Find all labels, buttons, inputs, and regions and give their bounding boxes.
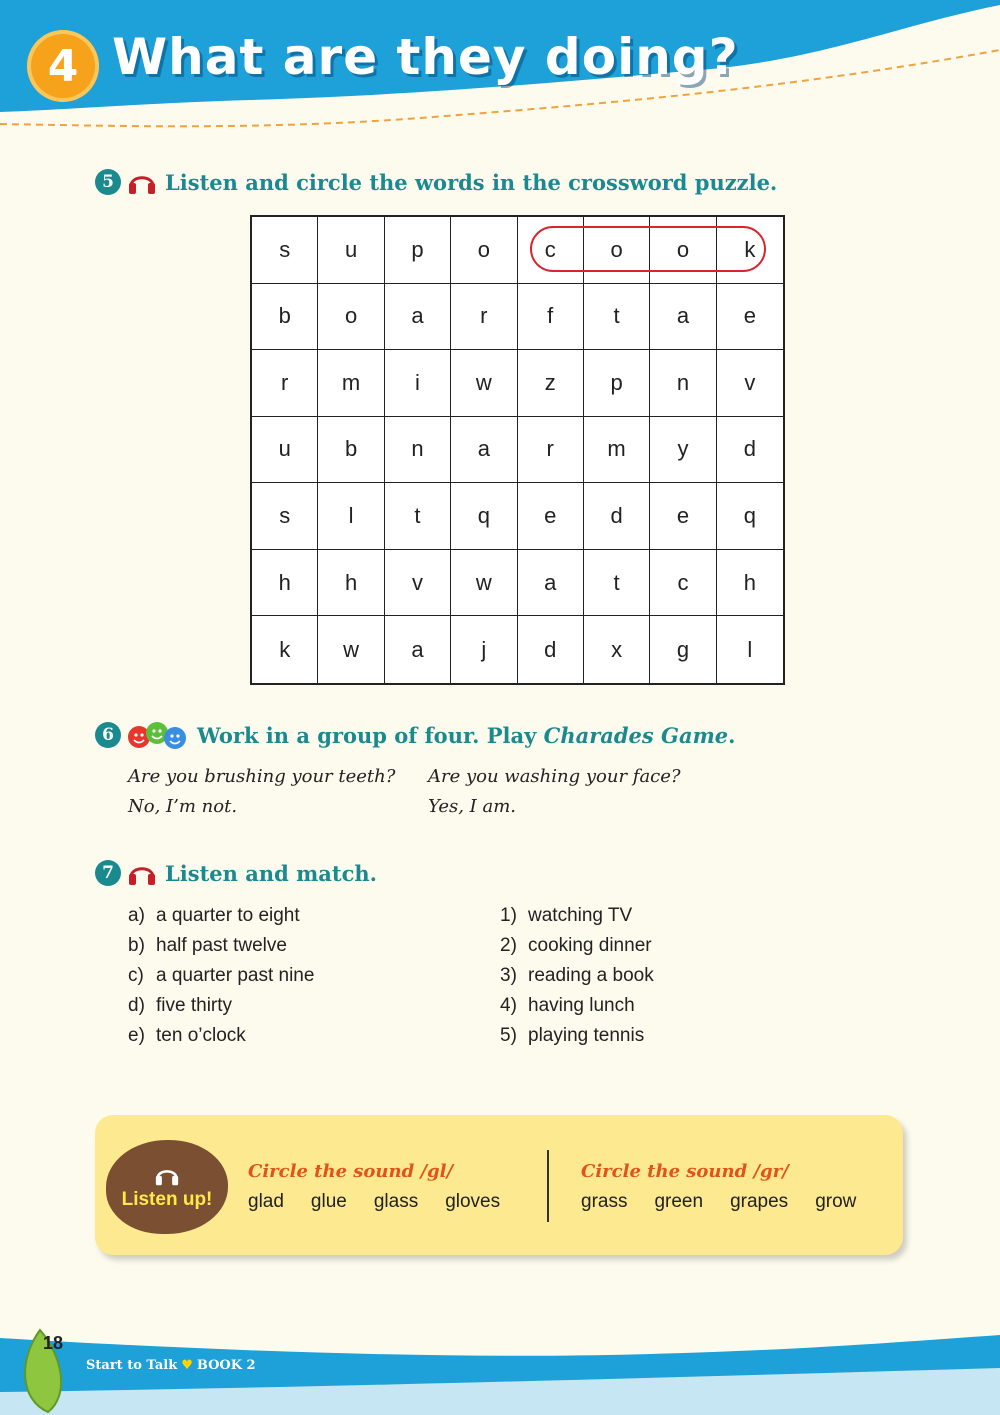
task6-header xyxy=(95,720,735,750)
grid-cell: e xyxy=(518,483,584,550)
grid-cell: k xyxy=(252,616,318,683)
grid-cell: t xyxy=(584,550,650,617)
grid-cell: m xyxy=(318,350,384,417)
grid-cell: g xyxy=(650,616,716,683)
task6-number: 6 xyxy=(95,722,121,748)
match-item: 2) cooking dinner xyxy=(500,935,652,956)
gl-word: gloves xyxy=(445,1191,501,1212)
match-item: a) a quarter to eight xyxy=(128,905,300,926)
grid-cell: v xyxy=(385,550,451,617)
grid-cell: d xyxy=(518,616,584,683)
grid-cell: p xyxy=(385,217,451,284)
grid-cell: r xyxy=(451,284,517,351)
grid-cell: n xyxy=(385,417,451,484)
grid-cell: y xyxy=(650,417,716,484)
grid-cell: i xyxy=(385,350,451,417)
gl-word: glad xyxy=(248,1191,284,1212)
grid-cell: z xyxy=(518,350,584,417)
grid-cell: a xyxy=(650,284,716,351)
grid-cell: m xyxy=(584,417,650,484)
grid-cell: e xyxy=(717,284,783,351)
grid-cell: x xyxy=(584,616,650,683)
match-item: d) five thirty xyxy=(128,995,233,1016)
match-item: 1) watching TV xyxy=(500,905,633,926)
grid-cell: h xyxy=(717,550,783,617)
grid-cell: o xyxy=(650,217,716,284)
task5-header xyxy=(95,168,777,196)
listen-up-badge xyxy=(106,1140,228,1234)
match-item: 4) having lunch xyxy=(500,995,635,1016)
grid-cell: a xyxy=(518,550,584,617)
grid-cell: a xyxy=(385,616,451,683)
dialog-left-question: Are you brushing your teeth? xyxy=(128,766,396,787)
grid-cell: j xyxy=(451,616,517,683)
match-item: 5) playing tennis xyxy=(500,1025,645,1046)
grid-cell: a xyxy=(385,284,451,351)
circled-word-cook xyxy=(530,226,766,272)
gr-word: grapes xyxy=(730,1191,789,1212)
unit-number-badge: 4 xyxy=(27,30,99,102)
grid-cell: c xyxy=(518,217,584,284)
gr-word: grass xyxy=(581,1191,628,1212)
grid-cell: o xyxy=(318,284,384,351)
match-item: b) half past twelve xyxy=(128,935,287,956)
dialog-left xyxy=(128,762,395,822)
grid-cell: h xyxy=(252,550,318,617)
dialog-right xyxy=(428,762,681,822)
grid-cell: u xyxy=(318,217,384,284)
grid-cell: l xyxy=(747,636,753,662)
headphones-icon xyxy=(127,859,157,887)
grid-cell: u xyxy=(252,417,318,484)
task6-instruction-suffix: . xyxy=(728,722,736,748)
grid-cell: a xyxy=(451,417,517,484)
dialog-right-question: Are you washing your face? xyxy=(428,766,681,787)
match-list-activities xyxy=(500,901,654,1051)
grid-cell: w xyxy=(451,550,517,617)
grid-cell: v xyxy=(717,350,783,417)
task5-instruction: Listen and circle the words in the crossword puzzle. xyxy=(165,169,778,195)
gl-word: glass xyxy=(373,1191,419,1212)
gl-heading: Circle the sound /gl/ xyxy=(248,1161,454,1182)
grid-cell: o xyxy=(451,217,517,284)
divider xyxy=(547,1150,549,1222)
dialog-right-answer: Yes, I am. xyxy=(428,796,517,817)
grid-cell: s xyxy=(252,483,318,550)
grid-cell: c xyxy=(650,550,716,617)
page-number: 18 xyxy=(43,1333,64,1353)
grid-cell: o xyxy=(584,217,650,284)
heart-icon: ♥ xyxy=(181,1358,193,1373)
grid-cell: w xyxy=(451,350,517,417)
headphones-icon xyxy=(154,1163,180,1187)
grid-cell: l xyxy=(318,483,384,550)
gl-word: glue xyxy=(310,1191,347,1212)
headphones-icon xyxy=(127,168,157,196)
match-item: 3) reading a book xyxy=(500,965,654,986)
dialog-left-answer: No, I’m not. xyxy=(128,796,238,817)
task7-number: 7 xyxy=(95,860,121,886)
task5-number: 5 xyxy=(95,169,121,195)
grid-cell: f xyxy=(518,284,584,351)
grid-cell: p xyxy=(584,350,650,417)
gr-word: grow xyxy=(815,1191,857,1212)
page-title: What are they doing? xyxy=(112,28,739,86)
gr-word: green xyxy=(654,1191,704,1212)
grid-cell: k xyxy=(717,217,783,284)
footer-series xyxy=(86,1358,256,1373)
match-list-times xyxy=(128,901,314,1051)
gr-heading: Circle the sound /gr/ xyxy=(581,1161,789,1182)
match-item: e) ten o’clock xyxy=(128,1025,246,1046)
match-item: c) a quarter past nine xyxy=(128,965,315,986)
grid-cell: b xyxy=(252,284,318,351)
grid-cell: q xyxy=(717,483,783,550)
gr-words xyxy=(581,1191,883,1213)
gl-words xyxy=(248,1191,527,1213)
grid-cell: r xyxy=(518,417,584,484)
grid-cell: q xyxy=(451,483,517,550)
grid-cell: h xyxy=(318,550,384,617)
grid-cell: t xyxy=(584,284,650,351)
task7-instruction: Listen and match. xyxy=(165,860,377,886)
crossword-grid xyxy=(250,215,785,685)
listen-up-label: Listen up! xyxy=(121,1189,213,1210)
grid-cell: e xyxy=(650,483,716,550)
grid-cell: r xyxy=(252,350,318,417)
group-faces-icon xyxy=(127,720,189,750)
task6-instruction-prefix: Work in a group of four. Play xyxy=(197,722,544,748)
book-label: BOOK 2 xyxy=(196,1358,256,1373)
grid-cell: d xyxy=(584,483,650,550)
task6-instruction-game: Charades Game xyxy=(543,722,729,748)
grid-cell: w xyxy=(318,616,384,683)
grid-cell: d xyxy=(717,417,783,484)
grid-cell: b xyxy=(318,417,384,484)
series-title: Start to Talk xyxy=(86,1358,178,1373)
grid-cell: t xyxy=(385,483,451,550)
grid-cell: n xyxy=(650,350,716,417)
grid-cell: s xyxy=(252,217,318,284)
task7-header xyxy=(95,859,377,887)
